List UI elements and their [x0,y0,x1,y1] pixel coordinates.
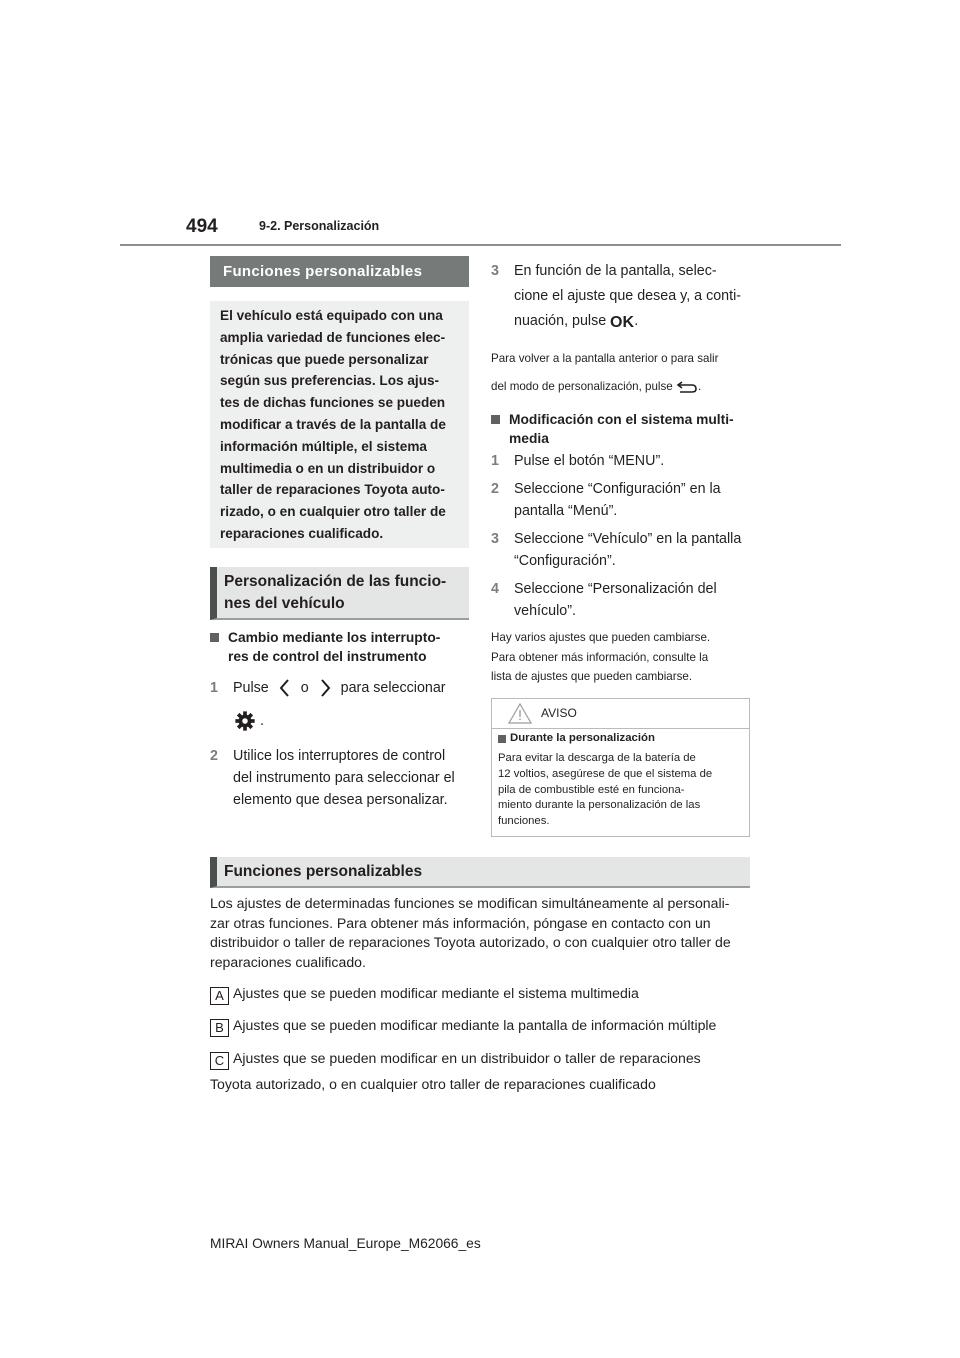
heading-personalizacion-funciones [210,567,469,620]
intro-line: El vehículo está equipado con una [220,308,443,323]
intro-line: rizado, o en cualquier otro taller de [220,504,446,520]
step-text: . [259,713,264,729]
heading-cambio-interruptores [210,628,440,666]
note-text: . [698,380,702,393]
step-number: 4 [491,581,499,597]
letter-badge: C [210,1052,229,1070]
para-line: reparaciones cualificado. [210,953,366,970]
heading-funciones-personalizables-2: Funciones personalizables [210,857,750,888]
para-line: zar otras funciones. Para obtener más información, póngase en contacto con un [210,914,711,931]
step-number: 1 [491,453,499,469]
note-ajustes [491,628,710,687]
note-line: Hay varios ajustes que pueden cambiarse. [491,631,711,644]
step-3-right-menu [491,528,776,572]
step-line: En función de la pantalla, selec- [514,263,717,279]
intro-line: amplia variedad de funciones elec- [220,329,446,345]
para-line: distribuidor o taller de reparaciones Toyota autorizado, o con cualquier otro taller de [210,934,731,951]
step-text: Pulse [233,680,269,696]
legend-item-c [210,1049,701,1070]
step-line [514,309,776,334]
step-line: elemento que desea personalizar. [233,792,448,808]
heading-line: nes del vehículo [224,595,345,612]
note-return: Para volver a la pantalla anterior o para salir [491,352,719,365]
intro-line: tes de dichas funciones se pueden [220,395,446,411]
heading-line: media [509,431,549,446]
note-line: Para obtener más información, consulte la [491,650,709,664]
note-text: del modo de personalización, pulse [491,380,673,393]
heading-line: Cambio mediante los interrupto- [228,630,441,645]
intro-line: según sus preferencias. Los ajus- [220,373,440,389]
step-text: para seleccionar [340,680,446,696]
warning-line: 12 voltios, asegúrese de que el sistema de [498,767,713,780]
step-line: pantalla “Menú”. [514,503,618,519]
step-text: . [634,313,639,329]
warning-triangle-icon [508,703,532,724]
step-number: 2 [210,748,218,764]
page-number: 494 [186,216,218,237]
step-1-right [491,450,776,472]
step-2-right [491,478,776,522]
warning-text [498,751,740,830]
heading-line: Modificación con el sistema multi- [509,412,734,427]
step-line: Pulse el botón “MENU”. [514,453,665,469]
step-text: nuación, pulse [514,313,607,329]
intro-line: reparaciones cualificado. [220,525,384,541]
back-arrow-icon [676,380,698,394]
warning-subtitle: Durante la personalización [498,732,655,744]
header-divider [120,244,841,246]
warning-line: miento durante la personalización de las [498,799,701,812]
step-line: vehículo”. [514,603,576,619]
step-line: Seleccione “Vehículo” en la pantalla [514,531,742,547]
step-1-icon-line [234,710,264,732]
heading-line: Personalización de las funcio- [224,573,447,590]
legend-text: Ajustes que se pueden modificar mediante la pantalla de información múltiple [233,1017,717,1033]
letter-badge: A [210,987,229,1005]
step-line: Seleccione “Configuración” en la [514,481,721,497]
chevron-right-icon [313,677,337,699]
step-line: “Configuración”. [514,553,616,569]
step-1-left [210,677,493,699]
legend-text: Ajustes que se pueden modificar en un distribuidor o taller de reparaciones [233,1050,701,1066]
step-number: 2 [491,481,499,497]
svg-text:OK: OK [610,314,635,330]
intro-line: modificar a través de la pantalla de [220,416,446,432]
intro-line: trónicas que puede personalizar [220,351,429,367]
warning-box [491,698,750,837]
step-number: 3 [491,531,499,547]
step-line: cione el ajuste que desea y, a conti- [514,288,742,304]
step-3-right [491,259,776,334]
intro-box [210,301,469,548]
heading-line: res de control del instrumento [228,649,427,664]
warning-header [492,699,749,729]
warning-line: funciones. [498,815,550,828]
heading-funciones-personalizables: Funciones personalizables [210,256,469,287]
heading-modificacion-multimedia [491,410,734,448]
warning-title: AVISO [541,706,577,720]
gear-icon [234,710,256,732]
intro-line: multimedia o en un distribuidor o [220,460,436,476]
bottom-paragraph [210,894,755,972]
legend-item-b [210,1016,716,1037]
step-number: 1 [210,680,218,696]
step-4-right [491,578,776,622]
legend-text: Ajustes que se pueden modificar mediante el sistema multimedia [233,985,639,1001]
intro-line: información múltiple, el sistema [220,438,427,454]
legend-continuation: Toyota autorizado, o en cualquier otro taller de reparaciones cualificado [210,1076,656,1092]
step-line: Seleccione “Personalización del [514,581,717,597]
section-title: 9-2. Personalización [259,219,380,233]
legend-item-a [210,984,639,1005]
chevron-left-icon [273,677,297,699]
step-number: 3 [491,263,499,279]
ok-button-icon [610,313,634,329]
letter-badge: B [210,1019,229,1037]
step-text: o [300,680,309,696]
warning-line: pila de combustible esté en funciona- [498,783,685,796]
intro-line: taller de reparaciones Toyota auto- [220,482,445,498]
warning-line: Para evitar la descarga de la batería de [498,752,696,764]
footer-manual-id: MIRAI Owners Manual_Europe_M62066_es [210,1236,481,1251]
step-2-left [210,745,493,811]
step-line: Utilice los interruptores de control [233,748,446,764]
note-line: lista de ajustes que pueden cambiarse. [491,670,693,683]
para-line: Los ajustes de determinadas funciones se modifican simultáneamente al personali- [210,895,730,911]
step-line: del instrumento para seleccionar el [233,770,455,786]
note-return-line2 [491,377,701,397]
